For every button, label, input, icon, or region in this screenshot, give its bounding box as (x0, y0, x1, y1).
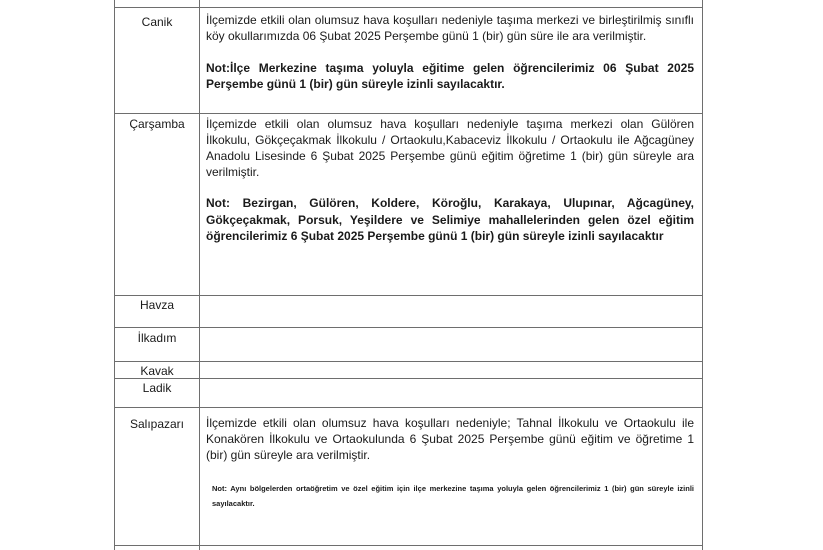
carsamba-text: İlçemizde etkili olan olumsuz hava koşulları nedeniyle taşıma merkezi olan Gülören İlkokulu, Gökçeçakmak İlkokulu / Ortaokulu,Kabaceviz İlkokulu / Ortaokulu ile Ağcagüney Anadolu Lisesinde 6 Şubat 2025 Perşembe günü eğitim öğretime 1 (bir) gün süreyle ara verilmiştir. (206, 117, 694, 179)
carsamba-content (206, 116, 694, 245)
row-divider (114, 361, 702, 362)
row-divider (114, 7, 702, 8)
district-kavak: Kavak (140, 364, 174, 378)
row-divider (114, 407, 702, 408)
row-divider (114, 113, 702, 114)
row-divider (114, 327, 702, 328)
district-ladik: Ladik (142, 381, 172, 395)
canik-text: İlçemizde etkili olan olumsuz hava koşulları nedeniyle taşıma merkezi ve birleştirilmiş sınıflı köy okullarımızda 06 Şubat 2025 Perşembe günü 1 (bir) gün süre ile ara verilmiştir. (206, 13, 694, 43)
salipazari-note: Not: Aynı bölgelerden ortaöğretim ve özel eğitim için ilçe merkezine taşıma yoluyla gelen öğrencilerimiz 1 (bir) gün süreyle izinli sayılacaktır. (212, 484, 694, 508)
salipazari-content (206, 415, 694, 511)
canik-content (206, 12, 694, 92)
row-divider (114, 295, 702, 296)
district-havza: Havza (139, 298, 174, 312)
salipazari-text: İlçemizde etkili olan olumsuz hava koşulları nedeniyle; Tahnal İlkokulu ve Ortaokulu ile Konakören İlkokulu ve Ortaokulunda 6 Şubat 2025 Perşembe günü eğitim ve öğretime 1 (bir) gün süreyle ara verilmiştir. (206, 416, 694, 462)
district-salipazari: Salıpazarı (129, 417, 185, 431)
district-ilkadim: İlkadım (137, 331, 177, 345)
row-divider (114, 545, 702, 546)
row-divider (114, 378, 702, 379)
carsamba-note: Not: Bezirgan, Gülören, Koldere, Köroğlu, Karakaya, Ulupınar, Ağcagüney, Gökçeçakmak, Porsuk, Yeşildere ve Selimiye mahallelerinden gelen özel eğitim öğrencilerimiz 6 Şubat 2025 Perşembe günü 1 (bir) gün süreyle izinli sayılacaktır (206, 196, 694, 243)
column-divider (199, 0, 200, 550)
district-carsamba: Çarşamba (129, 117, 185, 131)
district-canik: Canik (141, 15, 173, 29)
canik-note: Not:İlçe Merkezine taşıma yoluyla eğitime gelen öğrencilerimiz 06 Şubat 2025 Perşembe günü 1 (bir) gün süreyle izinli sayılacaktır. (206, 61, 694, 91)
